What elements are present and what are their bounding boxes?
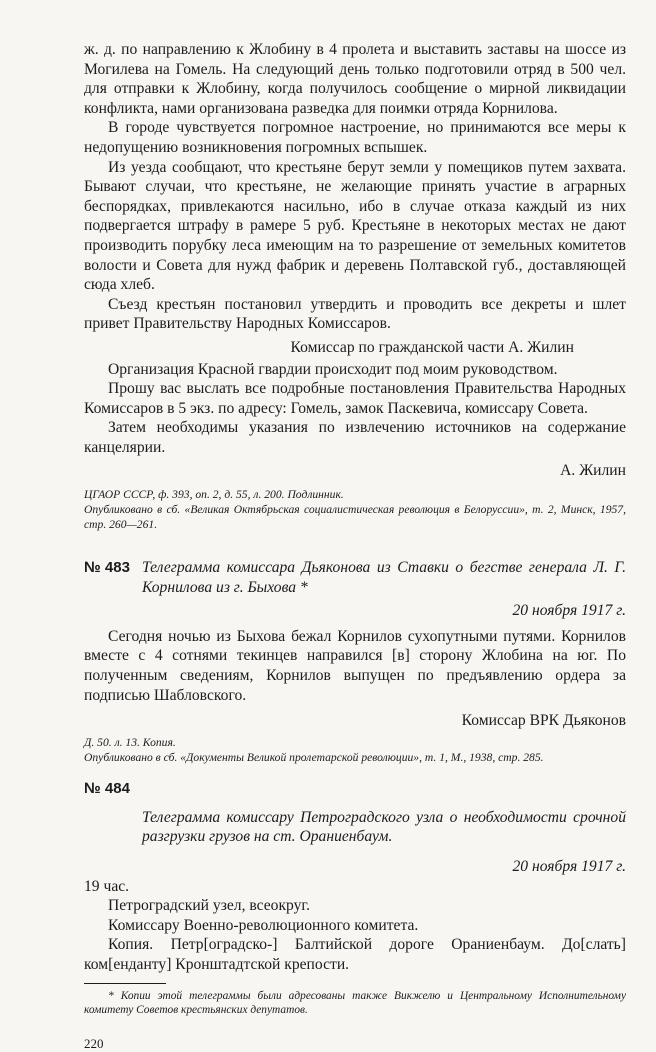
signature-dyakonov: Комиссар ВРК Дьяконов: [461, 712, 626, 730]
page-number: 220: [84, 1035, 104, 1051]
address-line: Комиссару Военно-революционного комитета.: [108, 916, 419, 934]
document-title: Телеграмма комиссару Петроградского узла о необходимости срочной разгрузки грузов на ст. Ораниенбаум.: [142, 808, 626, 846]
archive-source: ЦГАОР СССР, ф. 393, оп. 2, д. 55, л. 200. Подлинник.: [84, 488, 344, 502]
paragraph: Из уезда сообщают, что крестьяне берут земли у помещиков путем захвата. Бывают случаи, что крестьяне, не желающие принять участие в аграрных беспорядках, привлекаются насильно, ибо в случае отказа каждый из них подвергается штрафу в рамере 5 руб. Крестьяне в некоторых местах не дают производить порубку леса имеющим на то разрешение от земельных комитетов волости и Совета для нужд фабрик и деревень Полтавской губ., доставляющей сюда хлеб.: [84, 158, 626, 294]
publication-source: Опубликовано в сб. «Великая Октябрьская социалистическая революция в Белоруссии», т. 2, Минск, 1957, стр. 260—261.: [84, 503, 626, 532]
paragraph: Затем необходимы указания по извлечению источников на содержание канцелярии.: [84, 419, 626, 456]
document-number: № 483: [84, 559, 130, 577]
document-483-header: [84, 558, 626, 597]
paragraph: В городе чувствуется погромное настроение, но принимаются все меры к недопущению возникновения погромных вспышек.: [84, 119, 626, 156]
paragraph: Прошу вас выслать все подробные постановления Правительства Народных Комиссаров в 5 экз. по адресу: Гомель, замок Паскевича, комиссару Совета.: [84, 380, 626, 417]
document-time: 19 час.: [84, 877, 130, 895]
signature-zhilin-commissar: Комиссар по гражданской части А. Жилин: [290, 338, 574, 356]
document-page: [84, 40, 626, 1052]
document-number: № 484: [84, 779, 130, 797]
paragraph: Организация Красной гвардии происходит под моим руководством.: [108, 360, 558, 378]
paragraph: ж. д. по направлению к Жлобину в 4 пролета и выставить заставы на шоссе из Могилева на Гомель. На следующий день только подготовили отряд в 500 чел. для отправки к Жлобину, когда получилось сообщение о мирной ликвидации конфликта, нами организована разведка для поимки отряда Корнилова.: [84, 41, 626, 117]
footnote: * Копии этой телеграммы были адресованы также Викжелю и Центральному Исполнительному комитету Советов крестьянских депутатов.: [84, 989, 626, 1017]
archive-source: Д. 50. л. 13. Копия.: [84, 735, 176, 749]
paragraph: Съезд крестьян постановил утвердить и проводить все декреты и шлет привет Правительству Народных Комиссаров.: [84, 295, 626, 333]
address-line: Копия. Петр[оградско-] Балтийской дороге Ораниенбаум. До[слать] ком[енданту] Кронштадтской крепости.: [84, 936, 626, 973]
document-title: Телеграмма комиссара Дьяконова из Ставки о бегстве генерала Л. Г. Корнилова из г. Быхова *: [142, 559, 626, 596]
document-date: 20 ноября 1917 г.: [512, 858, 626, 875]
document-date: 20 ноября 1917 г.: [512, 602, 626, 620]
document-text: Сегодня ночью из Быхова бежал Корнилов сухопутными путями. Корнилов вместе с 4 сотнями текинцев направился [в] сторону Жлобина на юг. По полученным сведениям, Корнилов выпущен по предъявлению ордера за подписью Шабловского.: [84, 627, 626, 704]
document-484-number-row: [84, 779, 626, 798]
address-line: Петроградский узел, всеокруг.: [108, 897, 310, 915]
publication-source: Опубликовано в сб. «Документы Великой пролетарской революции», т. 1, М., 1938, стр. 285.: [84, 750, 544, 764]
signature-zhilin: А. Жилин: [560, 462, 626, 480]
footnote-divider: [84, 983, 166, 984]
